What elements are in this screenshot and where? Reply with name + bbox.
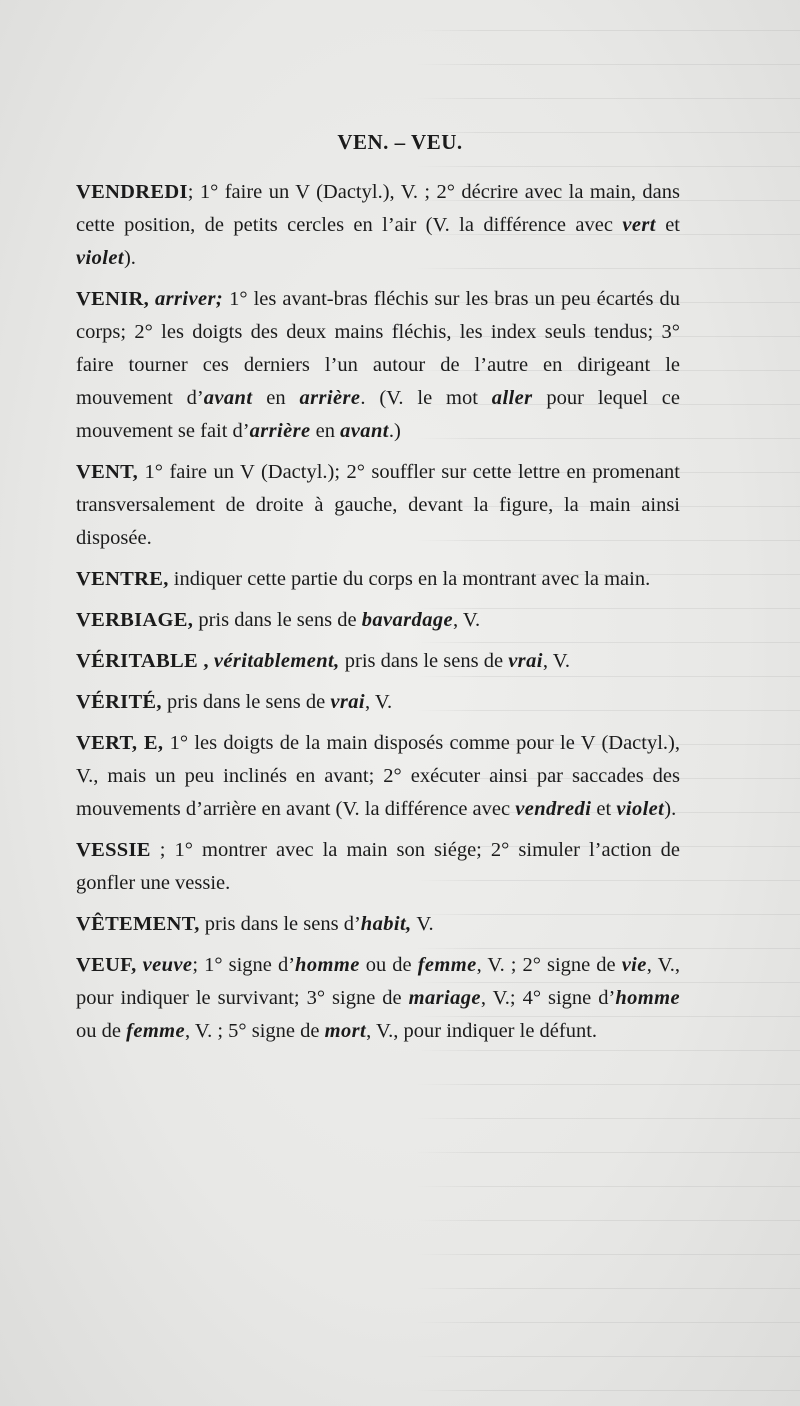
entry-text: en: [310, 420, 341, 442]
cross-reference: vert: [622, 214, 656, 236]
cross-reference: vendredi: [515, 798, 592, 820]
entry-text: ou de: [76, 1020, 127, 1042]
entry-text: et: [655, 214, 681, 236]
cross-reference: véritablement,: [213, 650, 340, 672]
cross-reference: arriver;: [155, 288, 224, 310]
entry-text: , V. ; 5° signe de: [185, 1020, 325, 1042]
entry-text: , V. ; 2° signe de: [476, 954, 622, 976]
entry-text: pris dans le sens de: [339, 650, 509, 672]
dictionary-entry: [76, 686, 680, 719]
dictionary-entry: [76, 834, 680, 900]
cross-reference: femme: [417, 954, 477, 976]
entry-text: 1° faire un V (Dactyl.); 2° souffler sur cette lettre en promenant transversalement de droite à gauche, devant la figure, la main ainsi disposée.: [76, 461, 680, 549]
entry-text: pris dans le sens d’: [199, 913, 361, 935]
cross-reference: avant: [340, 420, 389, 442]
entry-text: indiquer cette partie du corps en la montrant avec la main.: [168, 568, 651, 590]
entry-text: V.: [411, 913, 434, 935]
entry-text: ; 1° faire un V (Dactyl.), V. ; 2° décrire avec la main, dans cette position, de petits cercles en l’air (V. la différence avec: [76, 181, 680, 236]
entry-text: ).: [123, 247, 136, 269]
dictionary-entry: [76, 176, 680, 275]
entry-headword: VENT,: [76, 461, 139, 483]
dictionary-entry: [76, 645, 680, 678]
cross-reference: vrai: [330, 691, 365, 713]
cross-reference: homme: [615, 987, 680, 1009]
entry-headword: VERBIAGE,: [76, 609, 194, 631]
entry-text: , V.: [365, 691, 393, 713]
entry-text: 1° les avant-bras fléchis sur les bras un peu écartés du corps; 2° les doigts des deux mains fléchis, les index seuls tendus; 3° faire tourner ces derniers l’un autour de l’autre en dirigeant le mouvement d’: [76, 288, 680, 409]
entry-headword: VEUF,: [76, 954, 137, 976]
dictionary-entry: [76, 949, 680, 1048]
dictionary-entries: [76, 176, 680, 1056]
entry-text: pris dans le sens de: [161, 691, 331, 713]
entry-text: . (V. le mot: [360, 387, 492, 409]
cross-reference: vie: [621, 954, 647, 976]
dictionary-entry: [76, 456, 680, 555]
cross-reference: veuve: [142, 954, 193, 976]
entry-headword: VENTRE,: [76, 568, 169, 590]
entry-headword: VESSIE: [76, 839, 151, 861]
dictionary-entry: [76, 727, 680, 826]
cross-reference: habit,: [360, 913, 412, 935]
dictionary-entry: [76, 563, 680, 596]
cross-reference: arrière: [249, 420, 311, 442]
cross-reference: bavardage: [361, 609, 453, 631]
entry-text: en: [252, 387, 300, 409]
entry-text: ; 1° montrer avec la main son siége; 2° simuler l’action de gonfler une vessie.: [76, 839, 680, 894]
entry-headword: VENDREDI: [76, 181, 188, 203]
entry-text: pris dans le sens de: [193, 609, 362, 631]
dictionary-entry: [76, 604, 680, 637]
entry-headword: VÉRITÉ,: [76, 691, 162, 713]
cross-reference: femme: [126, 1020, 186, 1042]
cross-reference: vrai: [508, 650, 543, 672]
cross-reference: homme: [295, 954, 360, 976]
entry-text: , V.: [542, 650, 570, 672]
entry-text: ; 1° signe d’: [192, 954, 296, 976]
entry-text: ou de: [359, 954, 418, 976]
entry-text: , V., pour indiquer le survivant; 3° signe de: [76, 954, 680, 1009]
running-head: VEN. – VEU.: [337, 130, 463, 154]
entry-headword: VERT, E,: [76, 732, 164, 754]
entry-text: , V.: [453, 609, 481, 631]
cross-reference: violet: [616, 798, 665, 820]
cross-reference: mort: [324, 1020, 367, 1042]
entry-text: et: [591, 798, 617, 820]
entry-text: .): [388, 420, 401, 442]
cross-reference: mariage: [408, 987, 481, 1009]
entry-headword: VÉRITABLE ,: [76, 650, 209, 672]
entry-text: 1° les doigts de la main disposés comme pour le V (Dactyl.), V., mais un peu inclinés en avant; 2° exécuter ainsi par saccades des mouvements d’arrière en avant (V. la différence avec: [76, 732, 680, 820]
cross-reference: aller: [491, 387, 533, 409]
entry-text: ).: [664, 798, 677, 820]
entry-text: , V., pour indiquer le défunt.: [366, 1020, 598, 1042]
cross-reference: avant: [203, 387, 253, 409]
entry-headword: VENIR,: [76, 288, 149, 310]
cross-reference: violet: [76, 247, 124, 269]
dictionary-entry: [76, 908, 680, 941]
entry-headword: VÊTEMENT,: [76, 913, 200, 935]
entry-text: , V.; 4° signe d’: [480, 987, 616, 1009]
entry-text: pour lequel ce mouvement se fait d’: [76, 387, 680, 442]
dictionary-entry: [76, 283, 680, 448]
cross-reference: arrière: [299, 387, 361, 409]
